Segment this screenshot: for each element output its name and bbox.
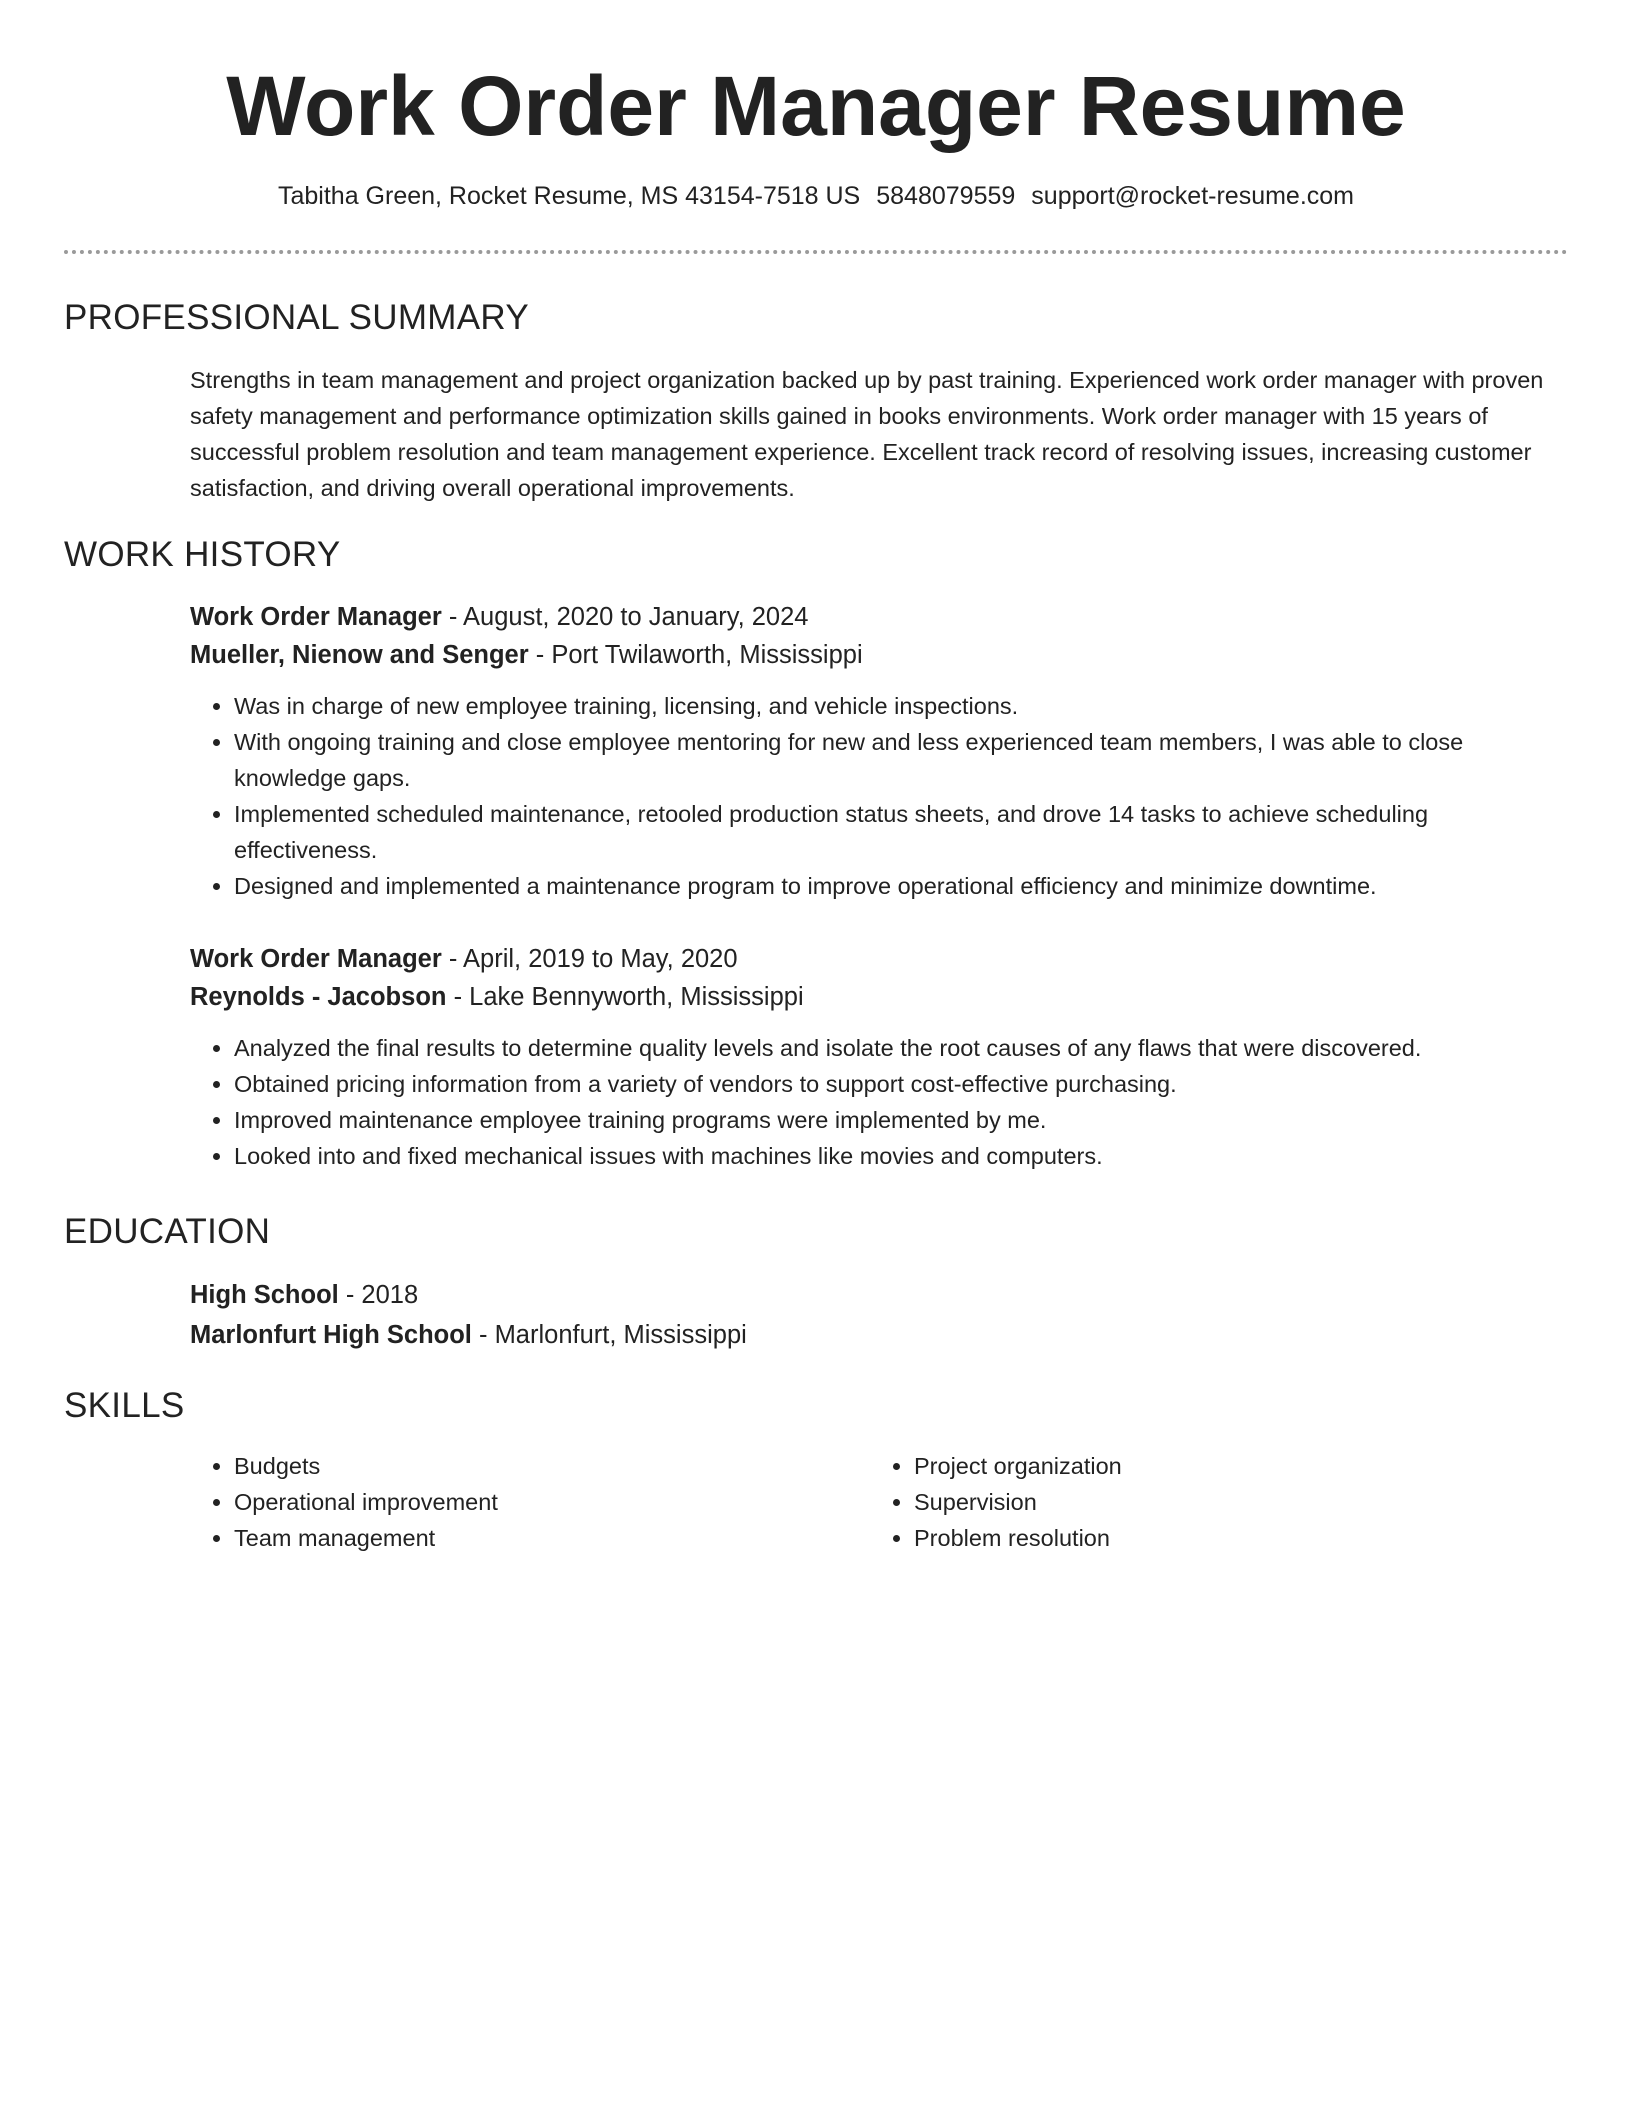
job-entry — [190, 598, 1568, 904]
education-degree-line — [190, 1276, 1568, 1314]
header-divider — [64, 250, 1568, 254]
contact-email: support@rocket-resume.com — [1031, 182, 1355, 210]
job-entry — [190, 940, 1568, 1174]
summary-text: Strengths in team management and project organization backed up by past training. Experienced work order manager with proven safety management and performance optimization skills gained in books environments. Work order manager with 15 years of successful problem resolution and team management experience. Excellent track record of resolving issues, increasing customer satisfaction, and driving overall operational improvements. — [190, 367, 1544, 501]
list-item: • With ongoing training and close employee mentoring for new and less experienced team members, I was able to close knowledge gaps. — [234, 724, 1568, 796]
skills-heading: SKILLS — [64, 1386, 185, 1425]
job-location: - Port Twilaworth, Mississippi — [528, 641, 863, 669]
job-bullets — [190, 1030, 1568, 1174]
list-item: • Obtained pricing information from a variety of vendors to support cost-effective purchasing. — [234, 1066, 1568, 1102]
skills-section — [190, 1448, 1568, 1556]
skills-left-column — [190, 1448, 870, 1556]
job-title-line — [190, 940, 1568, 978]
job-title-line — [190, 598, 1568, 636]
education-location: - Marlonfurt, Mississippi — [471, 1321, 747, 1349]
job-title: Work Order Manager — [190, 945, 442, 973]
education-degree: High School — [190, 1281, 339, 1309]
education-school: Marlonfurt High School — [190, 1321, 472, 1349]
list-item: • Improved maintenance employee training programs were implemented by me. — [234, 1102, 1568, 1138]
job-company: Mueller, Nienow and Senger — [190, 641, 529, 669]
resume-page — [64, 0, 1568, 1551]
education-year: - 2018 — [338, 1281, 419, 1309]
education-heading: EDUCATION — [64, 1212, 271, 1251]
skill-item: • Budgets — [234, 1448, 870, 1484]
list-item: • Designed and implemented a maintenance program to improve operational efficiency and minimize downtime. — [234, 868, 1568, 904]
contact-address: Tabitha Green, Rocket Resume, MS 43154-7518 US — [277, 182, 861, 210]
summary-section — [190, 362, 1568, 506]
job-company: Reynolds - Jacobson — [190, 983, 447, 1011]
skills-right-column — [870, 1448, 1550, 1556]
contact-line — [64, 178, 1568, 214]
skill-item: • Supervision — [914, 1484, 1550, 1520]
skill-item: • Team management — [234, 1520, 870, 1556]
work-history-heading: WORK HISTORY — [64, 535, 341, 574]
job-location: - Lake Bennyworth, Mississippi — [446, 983, 804, 1011]
education-school-line — [190, 1316, 1568, 1354]
list-item: • Implemented scheduled maintenance, retooled production status sheets, and drove 14 tasks to achieve scheduling effectiveness. — [234, 796, 1568, 868]
education-entry — [190, 1276, 1568, 1354]
skill-item: • Problem resolution — [914, 1520, 1550, 1556]
skill-item: • Operational improvement — [234, 1484, 870, 1520]
summary-heading: PROFESSIONAL SUMMARY — [64, 298, 529, 337]
job-title: Work Order Manager — [190, 603, 442, 631]
job-company-line — [190, 978, 1568, 1016]
list-item: • Analyzed the final results to determine quality levels and isolate the root causes of any flaws that were discovered. — [234, 1030, 1568, 1066]
job-dates: - August, 2020 to January, 2024 — [441, 603, 809, 631]
contact-phone: 5848079559 — [876, 182, 1016, 210]
resume-title: Work Order Manager Resume — [226, 59, 1406, 153]
list-item: • Looked into and fixed mechanical issues with machines like movies and computers. — [234, 1138, 1568, 1174]
list-item: • Was in charge of new employee training, licensing, and vehicle inspections. — [234, 688, 1568, 724]
job-bullets — [190, 688, 1568, 904]
skill-item: • Project organization — [914, 1448, 1550, 1484]
job-company-line — [190, 636, 1568, 674]
job-dates: - April, 2019 to May, 2020 — [441, 945, 738, 973]
